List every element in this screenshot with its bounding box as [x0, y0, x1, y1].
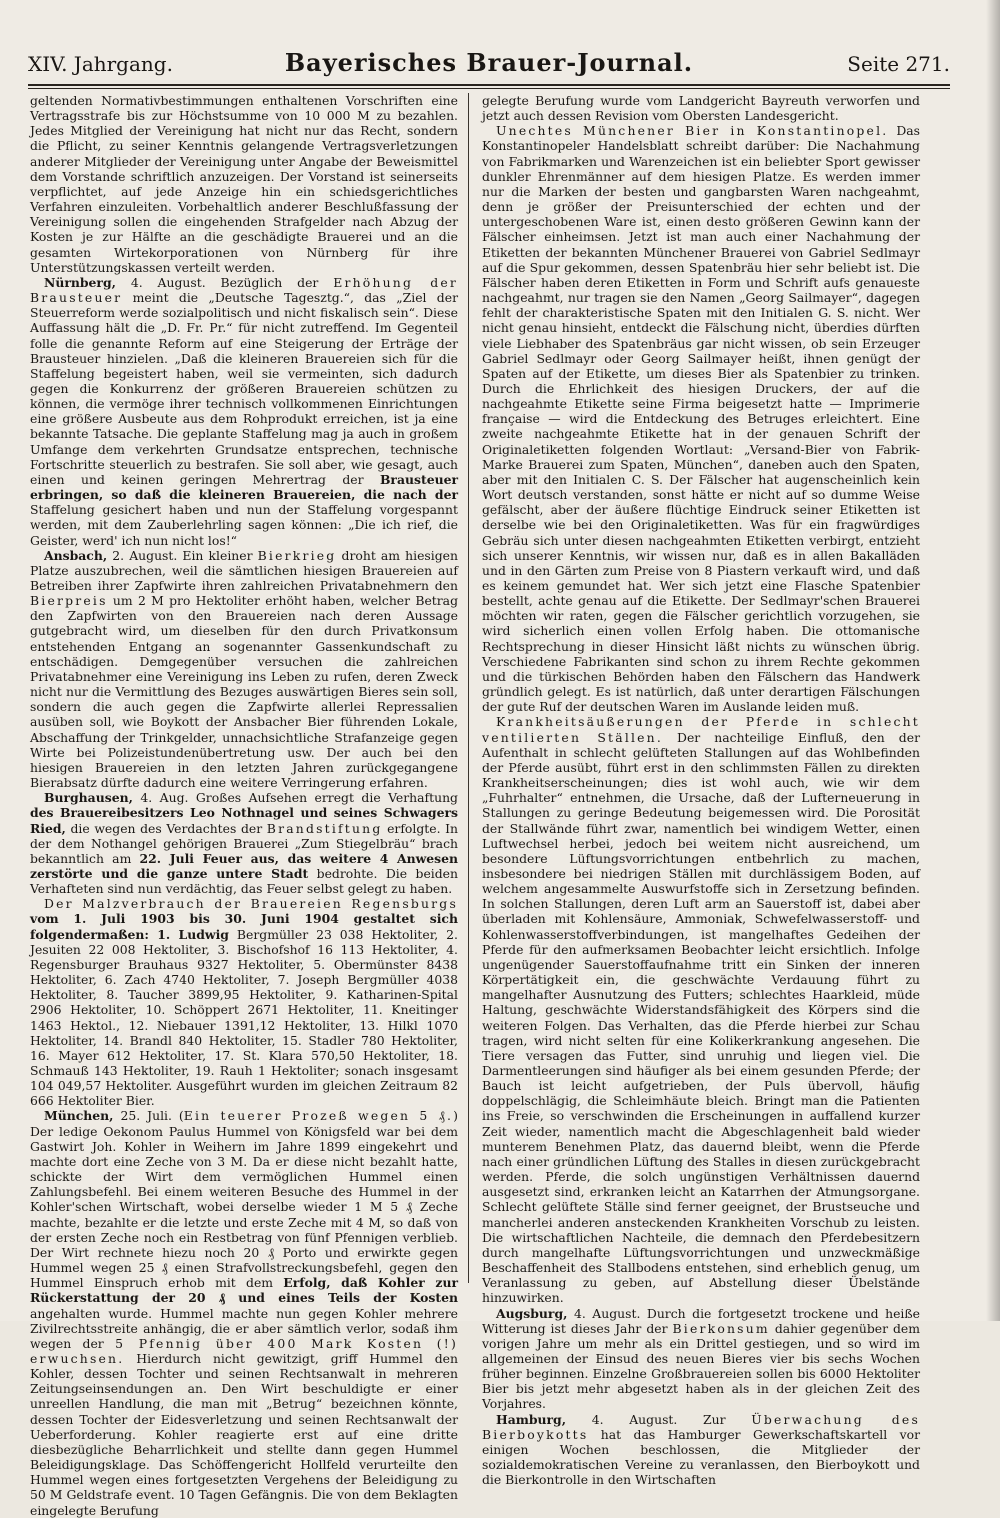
article-pferde: Krankheitsäußerungen der Pferde in schlecht ventilierten Ställen. Der nachteilige Einfluß, den der Aufenthalt in schlecht gelüfteten Stallungen auf das Wohlbefinden der Pferde ausübt, führt erst in den schlimmsten Fällen zu direkten Krankheitserscheinungen; dies ist wohl auch, wie wir dem „Fuhrhalter“ entnehmen, die Ursache, daß der Lufterneuerung in Stallungen zu geringe Bedeutung beigemessen wird. Die Porosität der Stallwände führt zwar, namentlich bei windigem Wetter, einen Luftwechsel herbei, jedoch bei weitem nicht ausreichend, um besondere Lüftungsvorrichtungen entbehrlich zu machen, insbesondere bei niedrigen Ställen mit durchlässigem Boden, auf welchem angesammelte Auswurfstoffe sich in Zersetzung befinden. In solchen Stallungen, deren Luft arm an Sauerstoff ist, dabei aber überladen mit Kohlensäure, Ammoniak, Schwefelwasserstoff- und Kohlenwasserstoffverbindungen, ist mangelhaftes Gedeihen der Pferde für den aufmerksamen Beobachter leicht ersichtlich. Infolge ungenügender Sauerstoffaufnahme tritt ein Sinken der inneren Körpertätigkeit ein, die geschwächte Verdauung führt zu mangelhafter Ausnutzung des Futters; schlechtes Haarkleid, müde Haltung, geschwächte Widerstandsfähigkeit des Körpers sind die weiteren Folgen. Das Verhalten, das die Pferde hierbei zur Schau tragen, wird nicht selten für eine Kolikerkrankung angesehen. Die Tiere versagen das Futter, sind unruhig und liegen viel. Die Darmentleerungen sind häufiger als bei einem gesunden Pferde; der Bauch ist leicht aufgetrieben, der Puls übervoll, häufig doppelschlägig, die Schleimhäute bleich. Bringt man die Patienten ins Freie, so verschwinden die Erscheinungen in auffallend kurzer Zeit wieder, namentlich macht die Abgeschlagenheit bald wieder munterem Benehmen Platz, das dauernd bleibt, wenn die Pferde nach einer gründlichen Lüftung des Stalles in diesen zurückgebracht werden. Pferde, die solch ungünstigen Verhältnissen dauernd ausgesetzt sind, erkranken leicht an Katarrhen der Atmungsorgane. Schlecht gelüftete Ställe sind ferner geeignet, der Brustseuche und mancherlei anderen ansteckenden Krankheiten Vorschub zu leisten. Die wirtschaftlichen Nachteile, die demnach den Pferdebesitzern durch mangelhafte Lüftungsvorrichtungen und unzweckmäßige Beschaffenheit des Stallbodens entstehen, sind erheblich genug, um Veranlassung zu geben, auf Abstellung dieser Übelstände hinzuwirken.	[482, 714, 920, 1306]
right-column	[482, 93, 920, 1488]
dateline-place: Burghausen,	[44, 790, 133, 806]
left-column	[30, 93, 459, 1518]
volume-label: XIV. Jahrgang.	[28, 52, 173, 76]
dateline-place: Nürnberg,	[44, 274, 116, 290]
dateline-place: Hamburg,	[496, 1411, 567, 1427]
journal-title: Bayerisches Brauer-Journal.	[284, 48, 694, 77]
header-rule	[28, 88, 950, 89]
article-muenchen: München, 25. Juli. (Ein teuerer Prozeß wegen 5 ₰.) Der ledige Oekonom Paulus Hummel von Königsfeld war bei dem Gastwirt Joh. Kohler in Weihern im Jahre 1899 eingekehrt und machte dort eine Zeche von 3 M. Da er diese nicht bezahlt hatte, schickte der Wirt dem vermöglichen Hummel einen Zahlungsbefehl. Bei einem weiteren Besuche des Hummel in der Kohler'schen Wirtschaft, wobei derselbe wieder 1 M 5 ₰ Zeche machte, bezahlte er die letzte und erste Zeche mit 4 M, so daß von der ersten Zeche noch ein Restbetrag von fünf Pfennigen verblieb. Der Wirt rechnete hiezu noch 20 ₰ Porto und erwirkte gegen Hummel wegen 25 ₰ einen Strafvollstreckungsbefehl, gegen den Hummel Einspruch erhob mit dem Erfolg, daß Kohler zur Rückerstattung der 20 ₰ und eines Teils der Kosten angehalten wurde. Hummel machte nun gegen Kohler mehrere Zivilrechtsstreite anhängig, die er aber sämtlich verlor, sodaß ihm wegen der 5 Pfennig über 400 Mark Kosten (!) erwuchsen. Hierdurch nicht gewitzigt, griff Hummel den Kohler, dessen Tochter und seinen Rechtsanwalt in mehreren Zeitungseinsendungen an. Den Wirt beschuldigte er einer unreellen Handlung, die man mit „Betrug“ bezeichnen könnte, dessen Tochter der Eidesverletzung und seinen Rechtsanwalt der Ueberforderung. Kohler reagierte erst auf eine dritte diesbezügliche Beharrlichkeit und stellte dann gegen Hummel Beleidigungsklage. Das Schöffengericht Hollfeld verurteilte den Hummel wegen eines fortgesetzten Vergehens der Beleidigung zu 50 M Geldstrafe event. 10 Tagen Gefängnis. Die von dem Beklagten eingelegte Berufung	[30, 1108, 459, 1518]
dateline-place: Ansbach,	[44, 547, 108, 563]
page-number: Seite 271.	[847, 52, 950, 76]
article-continuation: geltenden Normativbestimmungen enthaltenen Vorschriften eine Vertragsstrafe bis zur Höchstsumme von 10 000 M zu bezahlen. Jedes Mitglied der Vereinigung hat nicht nur das Recht, sondern die Pflicht, zu seiner Kenntnis gelangende Vertragsverletzungen anderer Mitglieder der Vereinigung unter Angabe der Beweismittel dem Vorstande schriftlich anzuzeigen. Der Vorstand ist seinerseits verpflichtet, auf jede Anzeige hin ein schiedsgerichtliches Verfahren einzuleiten. Vorbehaltlich anderer Beschlußfassung der Vereinigung sollen die eingehenden Strafgelder nach Abzug der Kosten je zur Hälfte an die geschädigte Brauerei und an die gesamten Wirtekorporationen von Nürnberg für ihre Unterstützungskassen verteilt werden.	[30, 93, 458, 275]
article-burghausen: Burghausen, 4. Aug. Großes Aufsehen erregt die Verhaftung des Brauereibesitzers Leo Nothnagel und seines Schwagers Ried, die wegen des Verdachtes der Brandstiftung erfolgte. In der dem Nothangel gehörigen Brauerei „Zum Stiegelbräu“ brach bekanntlich am 22. Juli Feuer aus, das weitere 4 Anwesen zerstörte und die ganze untere Stadt bedrohte. Die beiden Verhafteten sind nun verdächtig, das Feuer selbst gelegt zu haben.	[30, 790, 459, 897]
column-divider	[468, 93, 469, 1283]
article-continuation: gelegte Berufung wurde vom Landgericht Bayreuth verworfen und jetzt auch dessen Revision vom Obersten Landesgericht.	[482, 93, 920, 124]
page-header	[28, 44, 950, 86]
article-konstantinopel: Unechtes Münchener Bier in Konstantinopel. Das Konstantinopeler Handelsblatt schreibt darüber: Die Nachahmung von Fabrikmarken und Warenzeichen ist ein beliebter Sport gewisser dunkler Ehrenmänner auf dem hiesigen Platze. Es werden immer nur die Marken der besten und gangbarsten Waren nachgeahmt, denn je größer der Preisunterschied der echten und der untergeschobenen Ware ist, einen desto größeren Gewinn kann der Fälscher einheimsen. Jetzt ist man auch einer Nachahmung der Etiketten der bekannten Münchener Brauerei von Gabriel Sedlmayr auf die Spur gekommen, dessen Spatenbräu hier sehr beliebt ist. Die Fälscher haben deren Etiketten in Form und Schrift aufs genaueste nachgeahmt, nur tragen sie den Namen „Georg Sailmayer“, dagegen fehlt der charakteristische Spaten mit den Initialen G. S. nicht. Wer nicht genau hinsieht, entdeckt die Fälschung nicht, überdies dürften viele Liebhaber des Spatenbräus gar nicht wissen, ob sein Erzeuger Gabriel Sedlmayr oder Georg Sailmayer heißt, ihnen genügt der Spaten auf der Etikette, um dieses Bier als Spatenbier zu trinken. Durch die Ehrlichkeit des hiesigen Druckers, der auf die nachgeahmte Etikette seine Firma beigesetzt hatte — Imprimerie française — wird die Entdeckung des Betruges erleichtert. Eine zweite nachgeahmte Etikette hat in der genauen Schrift der Originaletiketten folgenden Wortlaut: „Versand-Bier von Fabrik-Marke Brauerei zum Spaten, München“, daneben auch den Spaten, aber mit den Initialen C. S. Der Fälscher hat augenscheinlich kein Wort deutsch verstanden, sonst hätte er nicht auf so dumme Weise gefälscht, aber der äußere flüchtige Eindruck seiner Etiketten ist derselbe wie bei den Originaletiketten. Was für ein fragwürdiges Gebräu sich unter diesen nachgeahmten Etiketten verbirgt, entzieht sich unserer Kenntnis, wir wissen nur, daß es in allen Bakalläden und in den Gärten zum Preise von 8 Piastern verkauft wird, und daß es keinem gemundet hat. Wer sich jetzt eine Flasche Spatenbier bestellt, achte genau auf die Etikette. Der Sedlmayr'schen Brauerei möchten wir raten, gegen die Fälscher gerichtlich vorzugehen, sie wird sicherlich einen vollen Erfolg haben. Die ottomanische Rechtsprechung in dieser Hinsicht läßt nichts zu wünschen übrig. Verschiedene Fabrikanten sind schon zu ihrem Rechte gekommen und die türkischen Behörden haben den Fälschern das Handwerk gründlich gelegt. Es ist natürlich, daß unter derartigen Fälschungen der gute Ruf der deutschen Waren im Auslande leiden muß.	[482, 123, 920, 715]
article-hamburg: Hamburg, 4. August. Zur Überwachung des Bierboykotts hat das Hamburger Gewerkschaftskartell vor einigen Wochen beschlossen, die Mitglieder der sozialdemokratischen Vereine zu veranlassen, den Bierboykott und die Bierkontrolle in den Wirtschaften	[482, 1411, 920, 1488]
article-ansbach: Ansbach, 2. August. Ein kleiner Bierkrieg droht am hiesigen Platze auszubrechen, weil die sämtlichen hiesigen Brauereien auf Betreiben ihrer Zapfwirte ihren zahlreichen Privatabnehmern den Bierpreis um 2 M pro Hektoliter erhöht haben, welcher Betrag den Zapfwirten von den Brauereien nach deren Aussage gutgebracht wird, um dieselben für den durch Privatkonsum entstehenden Entgang an sogenannter Gassenkundschaft zu entschädigen. Demgegenüber versuchen die zahlreichen Privatabnehmer eine Vereinigung ins Leben zu rufen, deren Zweck nicht nur die Vermittlung des Bezuges auswärtigen Bieres sein soll, sondern die auch gegen die Zapfwirte allerlei Repressalien ausüben soll, wie Boykott der Ansbacher Bier führenden Lokale, Abschaffung der Trinkgelder, unnachsichtliche Strafanzeige gegen Wirte bei Polizeistundenübertretung usw. Der auch bei den hiesigen Brauereien in den letzten Jahren zurückgegangene Bierabsatz dürfte dadurch eine weitere Verringerung erfahren.	[30, 547, 458, 791]
dateline-place: Augsburg,	[496, 1305, 568, 1321]
dateline-place: München,	[44, 1108, 114, 1124]
article-regensburg: Der Malzverbrauch der Brauereien Regensburgs vom 1. Juli 1903 bis 30. Juni 1904 gestaltet sich folgendermaßen: 1. Ludwig Bergmüller 23 038 Hektoliter, 2. Jesuiten 22 008 Hektoliter, 3. Bischofshof 16 113 Hektoliter, 4. Regensburger Brauhaus 9327 Hektoliter, 5. Obermünster 8438 Hektoliter, 6. Zach 4740 Hektoliter, 7. Joseph Bergmüller 4038 Hektoliter, 8. Taucher 3899,95 Hektoliter, 9. Katharinen-Spital 2906 Hektoliter, 10. Schöppert 2671 Hektoliter, 11. Kneitinger 1463 Hektol., 12. Niebauer 1391,12 Hektoliter, 13. Hilkl 1070 Hektoliter, 14. Brandl 840 Hektoliter, 15. Stadler 780 Hektoliter, 16. Mayer 612 Hektoliter, 17. St. Klara 570,50 Hektoliter, 18. Schmauß 143 Hektoliter, 19. Rauh 1 Hektoliter; sonach insgesamt 104 049,57 Hektoliter. Ausgeführt wurden im gleichen Zeitraum 82 666 Hektoliter Bier.	[30, 896, 458, 1109]
article-nuernberg: Nürnberg, 4. August. Bezüglich der Erhöhung der Brausteuer meint die „Deutsche Tagesztg.“, das „Ziel der Steuerreform werde sozialpolitisch und nicht fiskalisch sein“. Diese Auffassung hält die „D. Fr. Pr.“ für nicht zutreffend. Im Gegenteil folle die genannte Reform auf eine Steigerung der Erträge der Brausteuer hinzielen. „Daß die kleineren Brauereien sich für die Staffelung begeistert haben, weil sie vermeinten, sich dadurch gegen die Konkurrenz der größeren Brauereien schützen zu können, die vermöge ihrer technisch vollkommenen Einrichtungen eine größere Ausbeute aus dem Rohprodukt erreichen, ist ja eine bekannte Tatsache. Die geplante Staffelung mag ja auch in großem Umfange dem verkehrten Grundsatze entsprechen, technische Fortschritte steuerlich zu bestrafen. Sie soll aber, wie gesagt, auch einen und keinen geringen Mehrertrag der Brausteuer erbringen, so daß die kleineren Brauereien, die nach der Staffelung gesichert haben und nun der Staffelung vorgespannt werden, mit dem Zauberlehrling sagen können: „Die ich rief, die Geister, werd' ich nun nicht los!“	[30, 274, 458, 548]
article-augsburg: Augsburg, 4. August. Durch die fortgesetzt trockene und heiße Witterung ist dieses Jahr der Bierkonsum dahier gegenüber dem vorigen Jahre um mehr als ein Drittel gestiegen, und so wird im allgemeinen der Einsud des neuen Bieres vier bis sechs Wochen früher beginnen. Einzelne Großbrauereien sollen bis 6000 Hektoliter Bier bis jetzt mehr abgesetzt haben als in der gleichen Zeit des Vorjahres.	[482, 1305, 920, 1412]
